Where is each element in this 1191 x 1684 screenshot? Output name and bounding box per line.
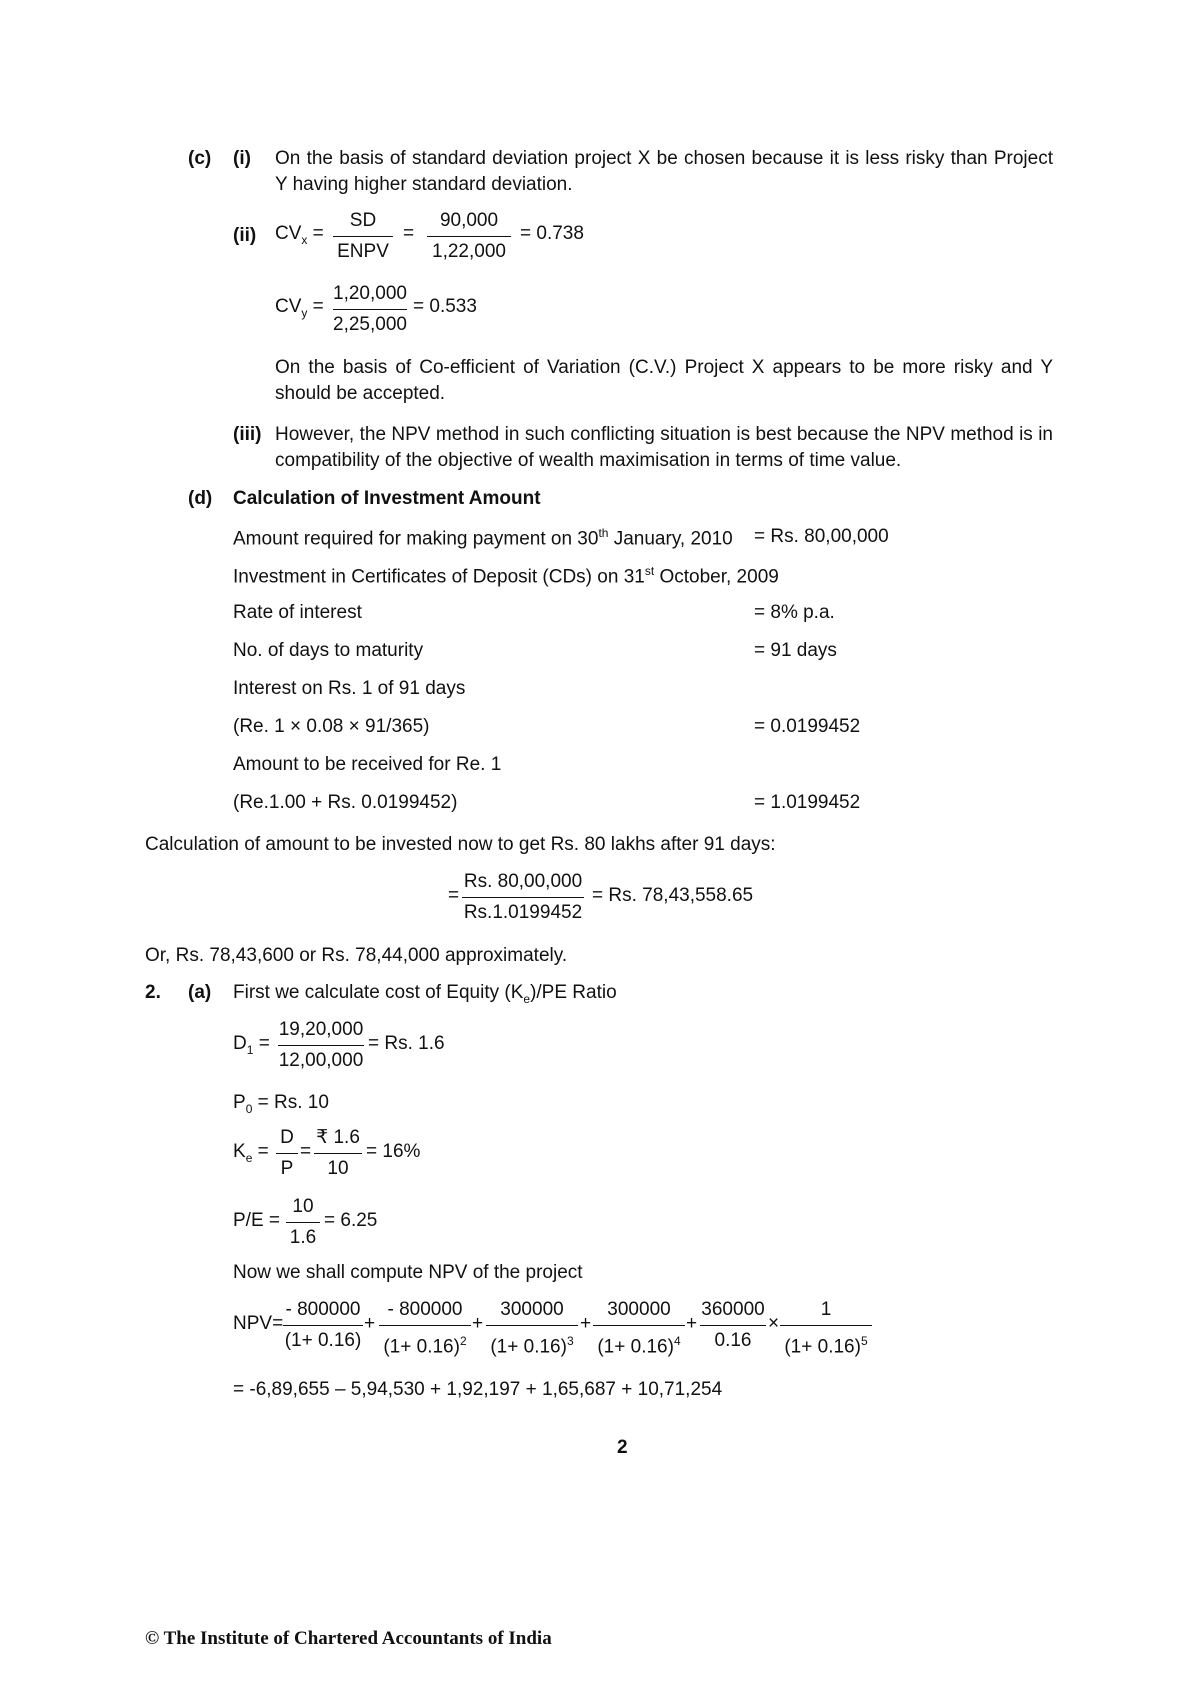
p0-line: $P_0 = Rs$. 10 [233, 1092, 329, 1116]
npv-term-6: 1 $(1+ 0.16)^5$ [780, 1298, 872, 1359]
d-row-7-label: Amount to be received for Re. 1 [233, 754, 502, 775]
d-row-8-value: = 1.0199452 [754, 792, 861, 813]
npv-plus-4: + [686, 1313, 698, 1334]
pe-fraction: 10 1.6 [286, 1195, 320, 1250]
npv-term-1: - 800000 (1+ 0.16) [284, 1299, 362, 1351]
item-i-text: On the basis of standard deviation project X be chosen because it is less risky than Project Y having higher standard deviation. [275, 148, 1053, 195]
section-d-label: (d) [188, 488, 213, 509]
d-row-2-label: Investment in Certificates of Deposit (CDs) on 31st October, 2009 [233, 564, 779, 588]
item-ii-text: On the basis of Co-efficient of Variation (C.V.) Project X appears to be more risky and Y should be accepted. [275, 357, 1053, 404]
section-d-heading: Calculation of Investment Amount [233, 488, 541, 509]
question-2-number: 2. [145, 982, 161, 1003]
npv-intro: Now we shall compute NPV of the project [233, 1262, 583, 1283]
item-ii-label: (ii) [233, 225, 257, 246]
d1-label: $D_1$ = [233, 1033, 270, 1057]
ke-fraction-2: ₹ 1.6 10 [314, 1126, 362, 1181]
ke-result: = 16% [366, 1141, 421, 1162]
item-iii-label: (iii) [233, 424, 262, 445]
npv-plus-2: + [472, 1313, 484, 1334]
ke-fraction-1: D P [276, 1126, 298, 1181]
d1-result: = Rs. 1.6 [368, 1033, 445, 1054]
d-row-1-label: Amount required for making payment on 30th January, 2010 [233, 526, 733, 550]
cvy-fraction: 1,20,000 2,25,000 [333, 283, 407, 335]
section-c-label: (c) [188, 148, 212, 169]
q2-intro: First we calculate cost of Equity $(K_e)/PE$ Ratio [233, 982, 617, 1006]
d-row-6-label: (Re. 1 × 0.08 × 91/365) [233, 716, 430, 737]
calc-result: = Rs. 78,43,558.65 [592, 885, 754, 906]
page-number: 2 [617, 1437, 628, 1458]
calc-equals: = [448, 885, 460, 906]
npv-times: × [768, 1313, 780, 1334]
item-i-label: (i) [233, 148, 251, 169]
d-row-5-label: Interest on Rs. 1 of 91 days [233, 678, 466, 699]
d-row-8-label: (Re.1.00 + Rs. 0.0199452) [233, 792, 458, 813]
d-row-6-value: = 0.0199452 [754, 716, 861, 737]
npv-plus-1: + [364, 1313, 376, 1334]
calc-approx: Or, Rs. 78,43,600 or Rs. 78,44,000 approximately. [145, 945, 568, 966]
npv-term-4: 300000 $(1+ 0.16)^4$ [593, 1298, 685, 1359]
d-row-4-value: = 91 days [754, 640, 837, 661]
pe-label: P/E = [233, 1210, 280, 1231]
cvy-result: = 0.533 [413, 296, 477, 317]
calc-text: Calculation of amount to be invested now to get Rs. 80 lakhs after 91 days: [145, 834, 776, 855]
npv-term-5: 360000 0.16 [701, 1299, 765, 1351]
d-row-3-label: Rate of interest [233, 602, 362, 623]
cvx-fraction-2: 90,000 1,22,000 [427, 209, 511, 264]
ke-equals: = [300, 1141, 312, 1162]
d-row-3-value: = 8% p.a. [754, 602, 835, 623]
cvx-label: $CV_x$ = [275, 223, 324, 247]
d1-fraction: 19,20,000 12,00,000 [278, 1019, 364, 1071]
cvy-label: $CV_y$ = [275, 296, 324, 320]
cvx-result: = 0.738 [520, 223, 584, 244]
copyright: © The Institute of Chartered Accountants of India [145, 1628, 552, 1649]
npv-term-2: - 800000 $(1+ 0.16)^2$ [379, 1298, 471, 1359]
ke-label: $K_e$ = [233, 1141, 269, 1165]
cvx-equals: = [403, 223, 415, 244]
npv-label: NPV= [233, 1313, 284, 1334]
npv-term-3: 300000 $(1+ 0.16)^3$ [486, 1298, 578, 1359]
d-row-1-value: = Rs. 80,00,000 [754, 526, 889, 547]
npv-values: = -6,89,655 – 5,94,530 + 1,92,197 + 1,65,687 + 10,71,254 [233, 1379, 723, 1400]
item-iii-text: However, the NPV method in such conflicting situation is best because the NPV method is in compatibility of the objective of wealth maximisation in terms of time value. [275, 424, 1053, 471]
cvx-fraction-1: SD ENPV [333, 209, 393, 264]
d-row-4-label: No. of days to maturity [233, 640, 424, 661]
calc-fraction: Rs. 80,00,000 Rs.1.0199452 [463, 871, 583, 923]
pe-result: = 6.25 [324, 1210, 378, 1231]
question-2-a-label: (a) [188, 982, 212, 1003]
npv-plus-3: + [580, 1313, 592, 1334]
